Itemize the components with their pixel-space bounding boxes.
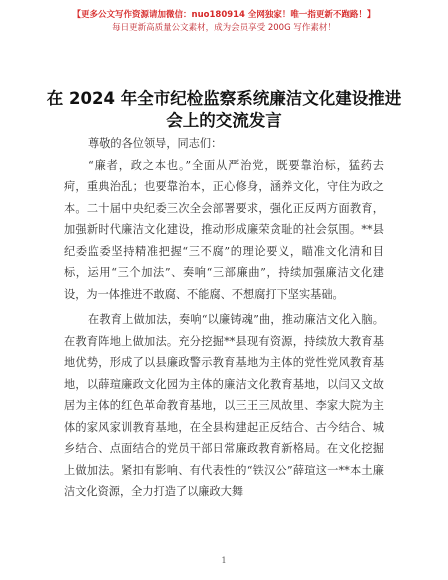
paragraph-1: “廉者，政之本也。”全面从严治党，既要靠治标，猛药去疴，重典治乱；也要靠治本，正心修身，涵养文化，守住为政之本。二十届中央纪委三次全会部署要求，强化正反两方面教育，加强新时代廉洁文化建设，推动形成廉荣贪耻的社会氛围。**县纪委监委坚持精准把握“三不腐”的理论要义，瞄准文化清和目标，运用“三个加法”、奏响“三部廉曲”，持续加强廉洁文化建设，为一体推进不敢腐、不能腐、不想腐打下坚实基础。	[64, 158, 384, 301]
salutation: 尊敬的各位领导，同志们：	[88, 137, 223, 150]
promo-banner-line-1: 【更多公文写作资源请加微信：nuo180914 全网独家！唯一指更新不跑路！】	[72, 10, 376, 20]
document-title-line-2: 会上的交流发言	[166, 111, 282, 130]
document-title	[40, 88, 408, 132]
page-number: 1	[221, 556, 227, 565]
promo-banner-line-2: 每日更新高质量公文素材，成为会员享受 200G 写作素材！	[112, 23, 336, 33]
document-body	[64, 133, 384, 503]
promo-banner	[0, 9, 448, 35]
paragraph-2: 在教育上做加法，奏响“以廉铸魂”曲，推动廉洁文化入脑。在教育阵地上做加法。充分挖掘**县现有资源，持续放大教育基地优势，形成了以县廉政警示教育基地为主体的党性党风教育基地，以薛瑄廉政文化园为主体的廉洁文化教育基地，以闫又文故居为主体的红色革命教育基地，以三王三凤故里、李家大院为主体的家风家训教育基地，在全县构建起正反结合、古今结合、城乡结合、点面结合的党员干部日常廉政教育新格局。在文化挖掘上做加法。紧扣有影响、有代表性的“铁汉公”薛瑄这一**本土廉洁文化资源，全力打造了以廉政大舞	[64, 313, 384, 498]
document-title-line-1: 在 2024 年全市纪检监察系统廉洁文化建设推进	[46, 89, 402, 108]
